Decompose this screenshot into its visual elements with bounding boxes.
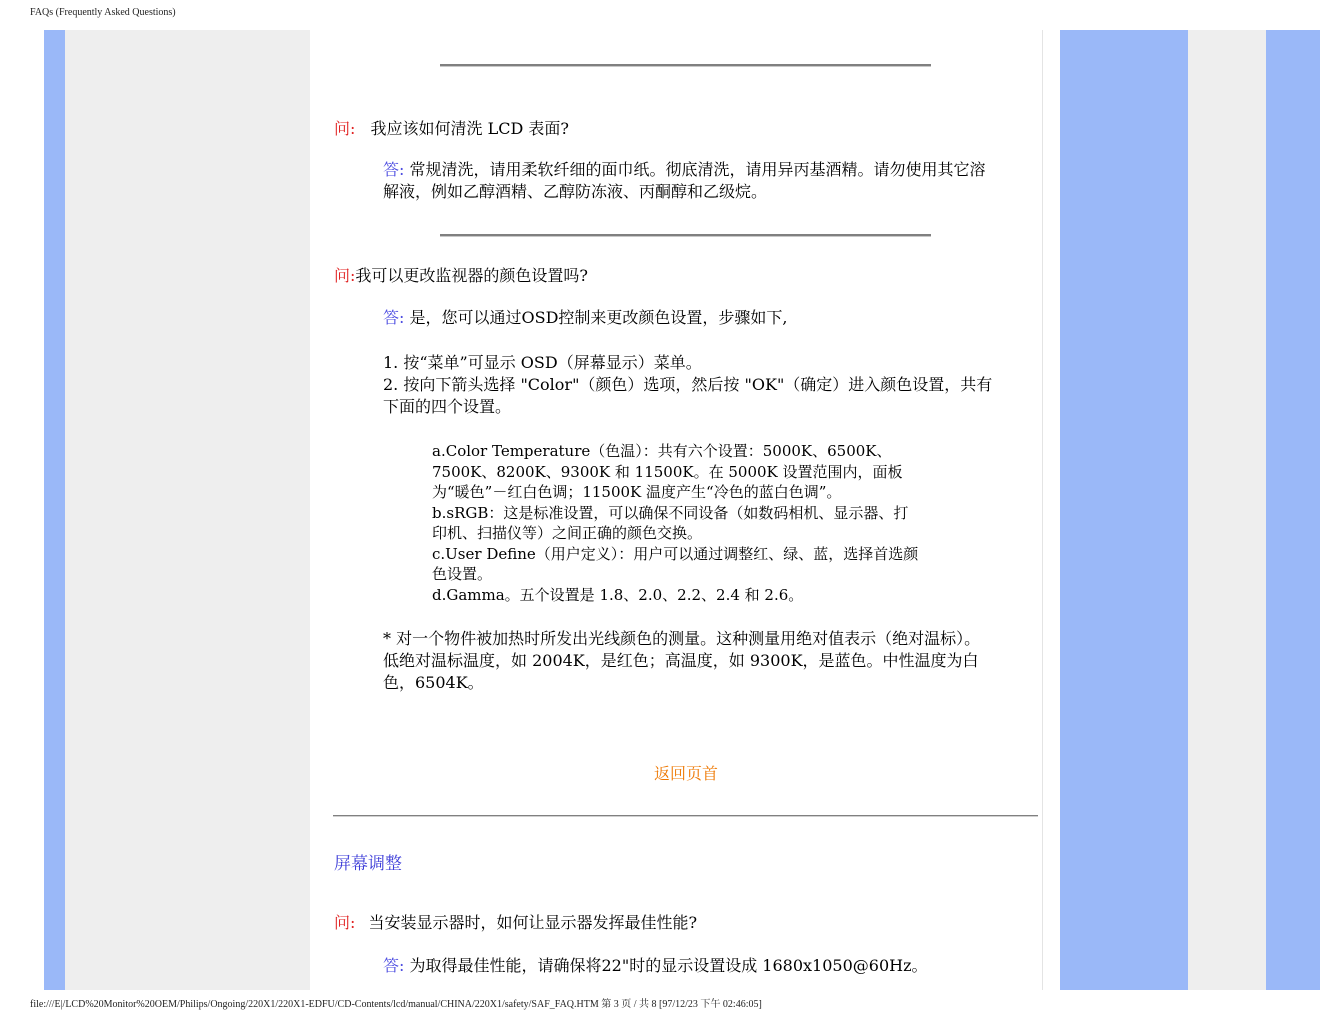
question-label: 问: [334,266,356,285]
page-header: FAQs (Frequently Asked Questions) [30,7,176,18]
faq-question [334,910,697,933]
section-separator [333,815,1038,817]
answer-label: 答: [383,160,405,179]
separator [440,64,931,67]
steps-list [383,352,993,418]
main-content [310,30,1042,990]
answer-label: 答: [383,956,405,975]
faq-question [334,263,588,286]
right-blue-bar [1266,30,1320,990]
question-text: 我应该如何清洗 LCD 表面? [370,119,569,138]
separator [440,234,931,237]
setting-user-define: c.User Define（用户定义）：用户可以通过调整红、绿、蓝，选择首选颜色设置。 [432,544,919,583]
question-label: 问: [334,119,356,138]
color-settings-list [432,441,922,605]
faq-question [334,116,569,139]
section-title: 屏幕调整 [334,854,402,874]
answer-text: 常规清洗，请用柔软纤细的面巾纸。彻底清洗，请用异丙基酒精。请勿使用其它溶解液，例如乙醇酒精、乙醇防冻液、丙酮醇和乙级烷。 [383,160,986,201]
answer-text: 是，您可以通过OSD控制来更改颜色设置，步骤如下, [409,308,788,327]
page-footer: file:///E|/LCD%20Monitor%20OEM/Philips/Ongoing/220X1/220X1-EDFU/CD-Contents/lcd/manual/CHINA/220X1/safety/SAF_FAQ.HTM 第 3 页 / 共 8 [97/12/23 下午 02:46:05] [30,999,762,1010]
back-to-top-link[interactable]: 返回页首 [654,764,719,783]
question-label: 问: [334,913,356,932]
answer-label: 答: [383,308,405,327]
right-grey-panel [1188,30,1266,990]
faq-answer [383,159,993,203]
question-text: 当安装显示器时，如何让显示器发挥最佳性能? [368,913,698,932]
right-divider [1042,30,1043,990]
setting-gamma: d.Gamma。五个设置是 1.8、2.0、2.2、2.4 和 2.6。 [432,585,804,604]
left-blue-bar [44,30,65,990]
faq-answer [383,307,993,329]
answer-text: 为取得最佳性能，请确保将22"时的显示设置设成 1680x1050@60Hz。 [409,956,928,975]
question-text: 我可以更改监视器的颜色设置吗? [355,266,588,285]
left-grey-panel [65,30,310,990]
setting-srgb: b.sRGB：这是标准设置，可以确保不同设备（如数码相机、显示器、打印机、扫描仪等）之间正确的颜色交换。 [432,503,909,542]
setting-color-temperature: a.Color Temperature（色温）：共有六个设置：5000K、6500K、7500K、8200K、9300K 和 11500K。在 5000K 设置范围内，面板为“暖色”－红白色调；11500K 温度产生“冷色的蓝白色调”。 [432,442,903,501]
right-blue-panel [1060,30,1188,990]
faq-answer [383,955,993,977]
temperature-note: * 对一个物件被加热时所发出光线颜色的测量。这种测量用绝对值表示（绝对温标）。低绝对温标温度，如 2004K，是红色；高温度，如 9300K，是蓝色。中性温度为白色，6504K。 [383,629,981,692]
step-item: 2. 按向下箭头选择 "Color"（颜色）选项，然后按 "OK"（确定）进入颜色设置，共有下面的四个设置。 [383,375,993,416]
step-item: 1. 按“菜单”可显示 OSD（屏幕显示）菜单。 [383,353,702,372]
